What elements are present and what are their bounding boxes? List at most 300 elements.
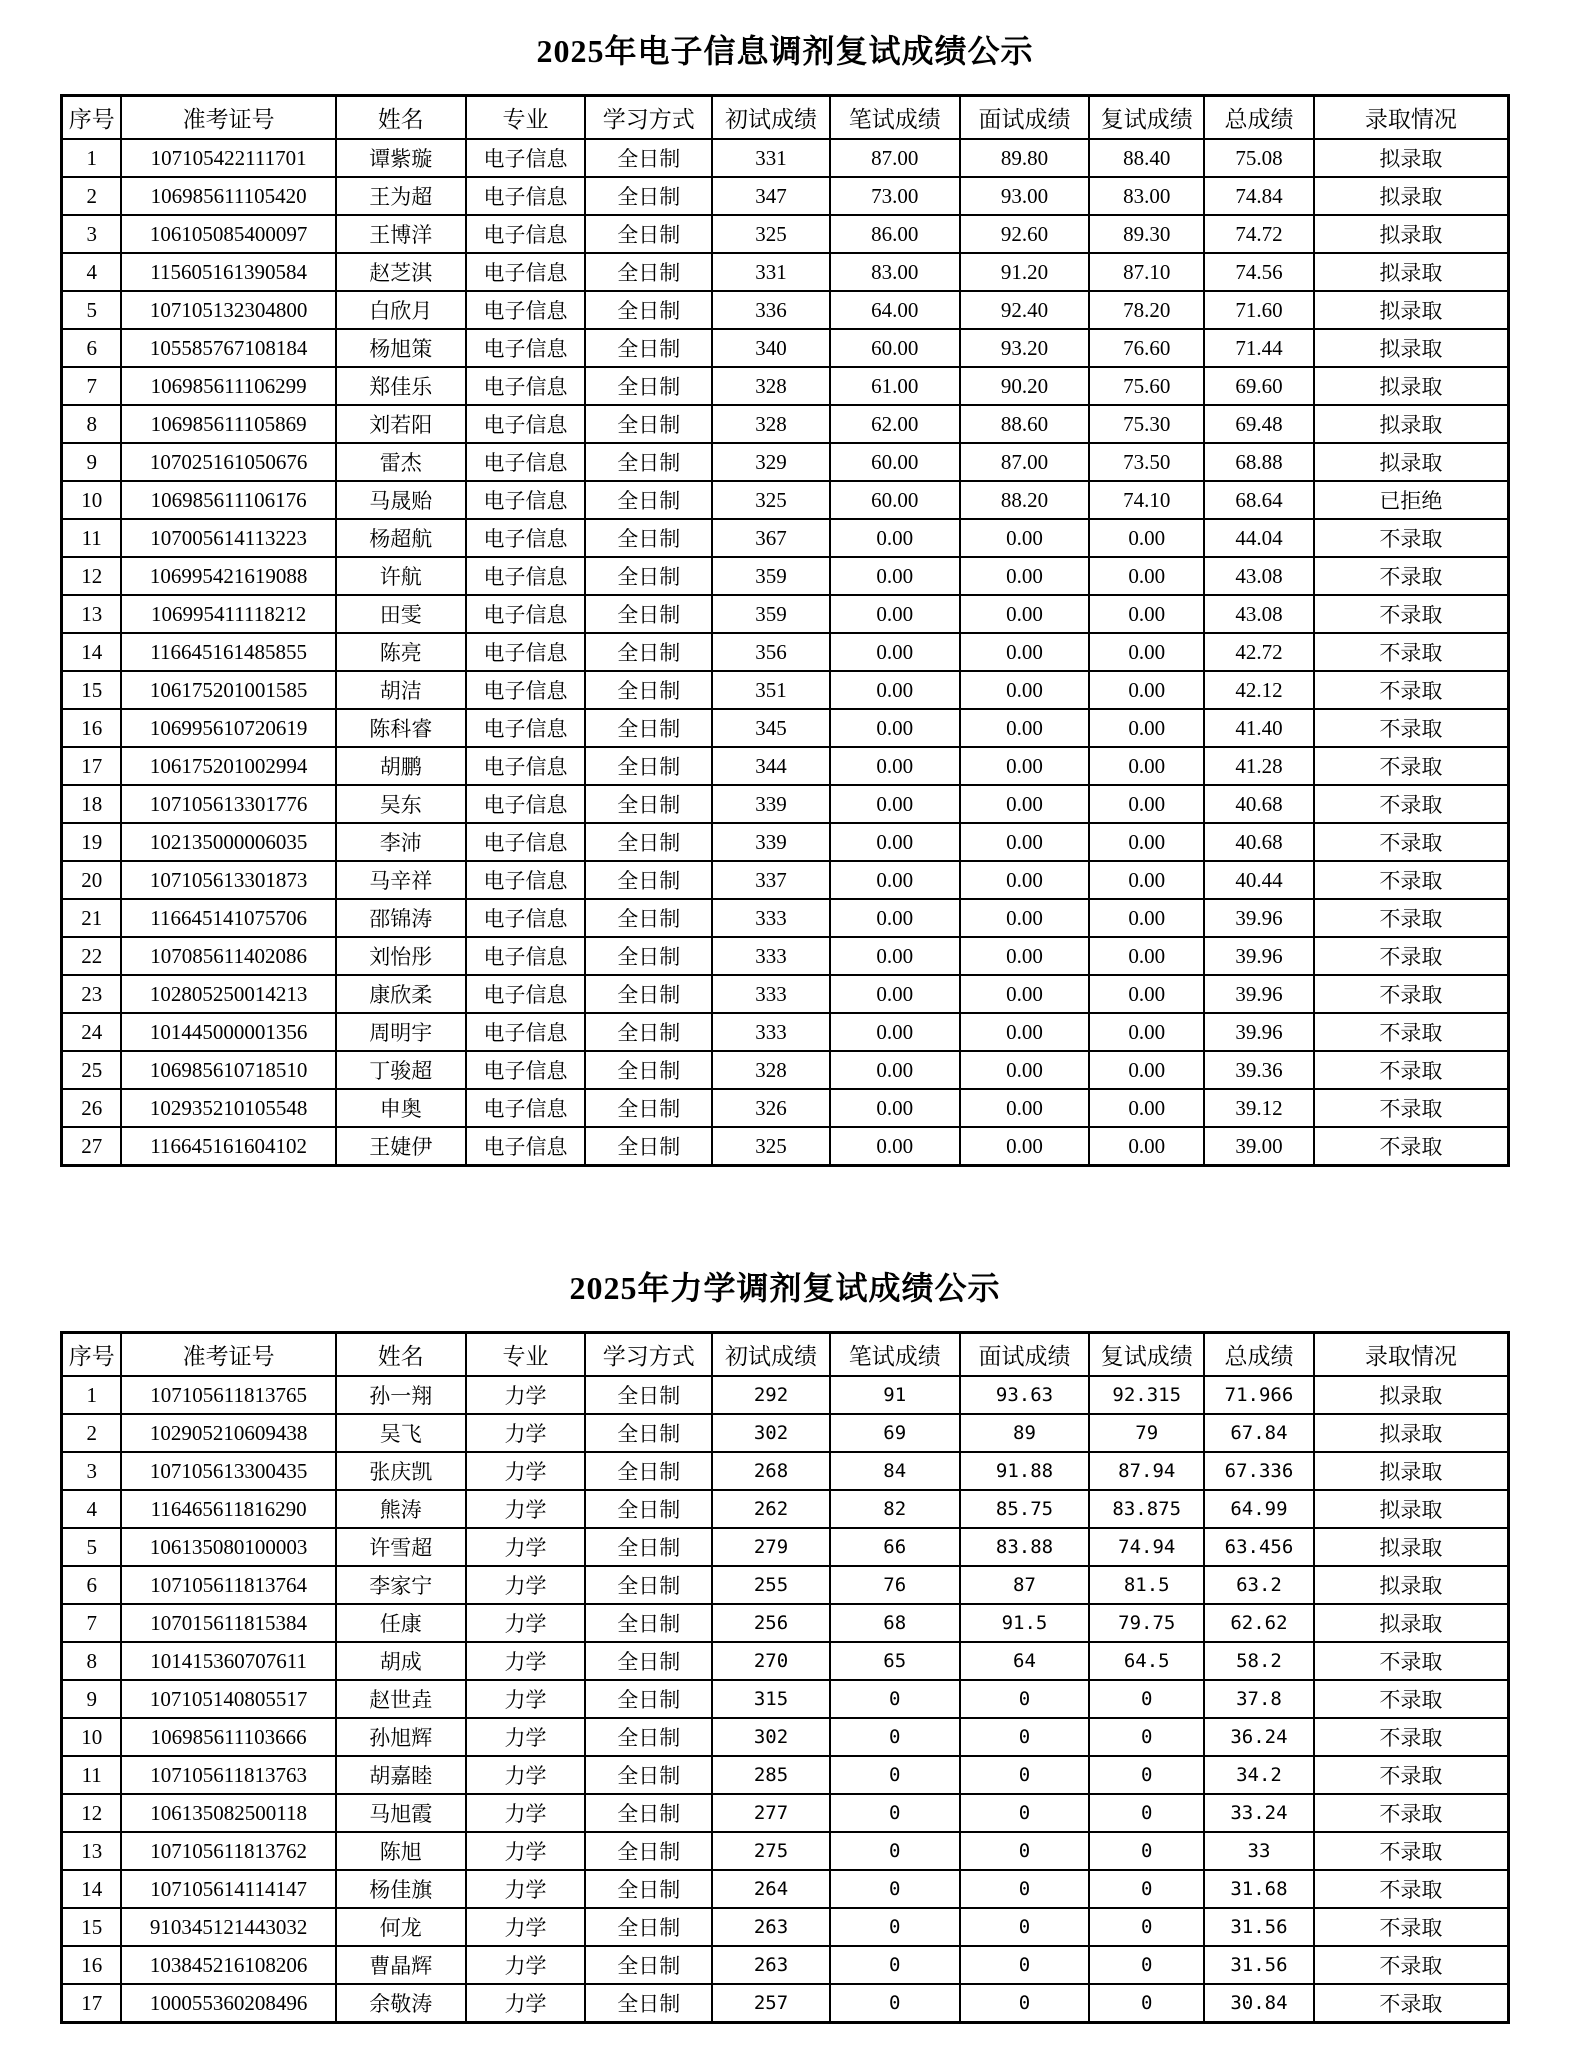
- cell: 全日制: [585, 481, 712, 519]
- cell: 270: [712, 1642, 830, 1680]
- cell: 0.00: [960, 975, 1090, 1013]
- cell: 力学: [466, 1604, 586, 1642]
- cell: 电子信息: [466, 291, 586, 329]
- cell: 全日制: [585, 1013, 712, 1051]
- cell: 31.68: [1204, 1870, 1314, 1908]
- cell: 89: [960, 1414, 1090, 1452]
- cell: 拟录取: [1314, 1566, 1509, 1604]
- cell: 力学: [466, 1376, 586, 1414]
- cell: 田雯: [336, 595, 466, 633]
- cell: 30.84: [1204, 1984, 1314, 2023]
- cell: 0.00: [830, 937, 960, 975]
- cell: 81.5: [1089, 1566, 1204, 1604]
- cell: 0.00: [830, 671, 960, 709]
- cell: 83.00: [1089, 177, 1204, 215]
- cell: 拟录取: [1314, 291, 1509, 329]
- cell: 43.08: [1204, 595, 1314, 633]
- cell: 87.94: [1089, 1452, 1204, 1490]
- cell: 不录取: [1314, 1642, 1509, 1680]
- cell: 328: [712, 367, 830, 405]
- cell: 雷杰: [336, 443, 466, 481]
- cell: 0: [960, 1794, 1090, 1832]
- cell: 339: [712, 785, 830, 823]
- cell: 力学: [466, 1414, 586, 1452]
- cell: 全日制: [585, 1127, 712, 1166]
- cell: 李沛: [336, 823, 466, 861]
- cell: 胡成: [336, 1642, 466, 1680]
- cell: 277: [712, 1794, 830, 1832]
- cell: 101445000001356: [121, 1013, 336, 1051]
- table-row: [62, 899, 1509, 937]
- cell: 0.00: [960, 1051, 1090, 1089]
- cell: 344: [712, 747, 830, 785]
- cell: 93.00: [960, 177, 1090, 215]
- cell: 0.00: [1089, 823, 1204, 861]
- cell: 107005614113223: [121, 519, 336, 557]
- column-header: 姓名: [336, 1333, 466, 1377]
- cell: 63.456: [1204, 1528, 1314, 1566]
- cell: 0.00: [830, 899, 960, 937]
- table-row: [62, 785, 1509, 823]
- cell: 43.08: [1204, 557, 1314, 595]
- cell: 0.00: [960, 861, 1090, 899]
- header-row: [62, 96, 1509, 140]
- cell: 电子信息: [466, 329, 586, 367]
- cell: 全日制: [585, 1051, 712, 1089]
- cell: 不录取: [1314, 975, 1509, 1013]
- cell: 74.72: [1204, 215, 1314, 253]
- cell: 0.00: [830, 595, 960, 633]
- cell: 电子信息: [466, 367, 586, 405]
- cell: 328: [712, 405, 830, 443]
- column-header: 总成绩: [1204, 96, 1314, 140]
- cell: 全日制: [585, 709, 712, 747]
- cell: 91: [830, 1376, 960, 1414]
- cell: 拟录取: [1314, 405, 1509, 443]
- cell: 83.00: [830, 253, 960, 291]
- cell: 谭紫璇: [336, 139, 466, 177]
- cell: 许雪超: [336, 1528, 466, 1566]
- cell: 电子信息: [466, 443, 586, 481]
- cell: 陈旭: [336, 1832, 466, 1870]
- cell: 0: [830, 1680, 960, 1718]
- cell: 不录取: [1314, 785, 1509, 823]
- cell: 63.2: [1204, 1566, 1314, 1604]
- cell: 40.44: [1204, 861, 1314, 899]
- cell: 87.00: [830, 139, 960, 177]
- cell: 全日制: [585, 253, 712, 291]
- table-row: [62, 1908, 1509, 1946]
- cell: 电子信息: [466, 557, 586, 595]
- cell: 杨旭策: [336, 329, 466, 367]
- cell: 60.00: [830, 481, 960, 519]
- cell: 106175201002994: [121, 747, 336, 785]
- cell: 71.44: [1204, 329, 1314, 367]
- cell: 电子信息: [466, 747, 586, 785]
- column-header: 学习方式: [585, 1333, 712, 1377]
- cell: 不录取: [1314, 1680, 1509, 1718]
- cell: 347: [712, 177, 830, 215]
- cell: 116645141075706: [121, 899, 336, 937]
- cell: 256: [712, 1604, 830, 1642]
- cell: 73.00: [830, 177, 960, 215]
- table-row: [62, 367, 1509, 405]
- cell: 0.00: [830, 823, 960, 861]
- cell: 全日制: [585, 177, 712, 215]
- cell: 张庆凯: [336, 1452, 466, 1490]
- cell: 王博洋: [336, 215, 466, 253]
- cell: 116645161604102: [121, 1127, 336, 1166]
- cell: 周明宇: [336, 1013, 466, 1051]
- cell: 电子信息: [466, 519, 586, 557]
- cell: 0.00: [960, 595, 1090, 633]
- table-row: [62, 1452, 1509, 1490]
- cell: 全日制: [585, 1528, 712, 1566]
- cell: 0.00: [960, 633, 1090, 671]
- cell: 熊涛: [336, 1490, 466, 1528]
- cell: 0.00: [830, 633, 960, 671]
- cell: 全日制: [585, 519, 712, 557]
- cell: 拟录取: [1314, 443, 1509, 481]
- cell: 13: [62, 595, 122, 633]
- cell: 全日制: [585, 405, 712, 443]
- cell: 90.20: [960, 367, 1090, 405]
- cell: 电子信息: [466, 1051, 586, 1089]
- cell: 107105132304800: [121, 291, 336, 329]
- cell: 8: [62, 405, 122, 443]
- cell: 电子信息: [466, 253, 586, 291]
- cell: 33.24: [1204, 1794, 1314, 1832]
- cell: 0: [1089, 1832, 1204, 1870]
- cell: 74.10: [1089, 481, 1204, 519]
- table-row: [62, 291, 1509, 329]
- table-row: [62, 405, 1509, 443]
- cell: 全日制: [585, 747, 712, 785]
- cell: 351: [712, 671, 830, 709]
- cell: 赵芝淇: [336, 253, 466, 291]
- cell: 9: [62, 1680, 122, 1718]
- cell: 0.00: [960, 519, 1090, 557]
- table-row: [62, 557, 1509, 595]
- cell: 333: [712, 975, 830, 1013]
- cell: 331: [712, 253, 830, 291]
- cell: 全日制: [585, 291, 712, 329]
- cell: 42.12: [1204, 671, 1314, 709]
- cell: 力学: [466, 1680, 586, 1718]
- cell: 292: [712, 1376, 830, 1414]
- cell: 0.00: [960, 747, 1090, 785]
- cell: 89.80: [960, 139, 1090, 177]
- cell: 106135082500118: [121, 1794, 336, 1832]
- cell: 5: [62, 291, 122, 329]
- cell: 279: [712, 1528, 830, 1566]
- cell: 83.875: [1089, 1490, 1204, 1528]
- cell: 107105140805517: [121, 1680, 336, 1718]
- document-sheet: [60, 0, 1510, 2024]
- cell: 86.00: [830, 215, 960, 253]
- cell: 1: [62, 139, 122, 177]
- column-header: 总成绩: [1204, 1333, 1314, 1377]
- cell: 刘若阳: [336, 405, 466, 443]
- cell: 107105613301776: [121, 785, 336, 823]
- cell: 66: [830, 1528, 960, 1566]
- cell: 83.88: [960, 1528, 1090, 1566]
- cell: 不录取: [1314, 671, 1509, 709]
- cell: 不录取: [1314, 937, 1509, 975]
- cell: 107105613300435: [121, 1452, 336, 1490]
- cell: 41.40: [1204, 709, 1314, 747]
- cell: 36.24: [1204, 1718, 1314, 1756]
- cell: 340: [712, 329, 830, 367]
- cell: 1: [62, 1376, 122, 1414]
- cell: 不录取: [1314, 709, 1509, 747]
- table1-title: 2025年电子信息调剂复试成绩公示: [536, 33, 1034, 69]
- cell: 0: [830, 1870, 960, 1908]
- table-row: [62, 1832, 1509, 1870]
- column-header: 初试成绩: [712, 96, 830, 140]
- cell: 何龙: [336, 1908, 466, 1946]
- cell: 2: [62, 177, 122, 215]
- cell: 106995411118212: [121, 595, 336, 633]
- column-header: 面试成绩: [960, 96, 1090, 140]
- cell: 0.00: [1089, 1127, 1204, 1166]
- cell: 0: [830, 1794, 960, 1832]
- cell: 0.00: [960, 899, 1090, 937]
- cell: 不录取: [1314, 861, 1509, 899]
- cell: 杨佳旗: [336, 1870, 466, 1908]
- cell: 不录取: [1314, 1051, 1509, 1089]
- cell: 100055360208496: [121, 1984, 336, 2023]
- cell: 68.64: [1204, 481, 1314, 519]
- cell: 64.5: [1089, 1642, 1204, 1680]
- cell: 6: [62, 1566, 122, 1604]
- cell: 全日制: [585, 1984, 712, 2023]
- cell: 39.36: [1204, 1051, 1314, 1089]
- cell: 40.68: [1204, 823, 1314, 861]
- cell: 0.00: [1089, 519, 1204, 557]
- cell: 337: [712, 861, 830, 899]
- cell: 102135000006035: [121, 823, 336, 861]
- cell: 31.56: [1204, 1908, 1314, 1946]
- table-row: [62, 481, 1509, 519]
- cell: 25: [62, 1051, 122, 1089]
- cell: 全日制: [585, 329, 712, 367]
- electronic-information-score-table: [60, 94, 1510, 1167]
- cell: 不录取: [1314, 1908, 1509, 1946]
- cell: 107105422111701: [121, 139, 336, 177]
- cell: 0.00: [960, 1127, 1090, 1166]
- cell: 116465611816290: [121, 1490, 336, 1528]
- column-header: 录取情况: [1314, 1333, 1509, 1377]
- cell: 电子信息: [466, 1013, 586, 1051]
- cell: 电子信息: [466, 861, 586, 899]
- cell: 0: [1089, 1680, 1204, 1718]
- cell: 胡鹏: [336, 747, 466, 785]
- cell: 全日制: [585, 785, 712, 823]
- table-row: [62, 1870, 1509, 1908]
- cell: 10: [62, 1718, 122, 1756]
- cell: 359: [712, 595, 830, 633]
- cell: 16: [62, 709, 122, 747]
- cell: 333: [712, 937, 830, 975]
- cell: 0.00: [1089, 709, 1204, 747]
- cell: 0.00: [1089, 557, 1204, 595]
- cell: 0: [1089, 1908, 1204, 1946]
- cell: 全日制: [585, 1908, 712, 1946]
- cell: 0: [960, 1908, 1090, 1946]
- cell: 26: [62, 1089, 122, 1127]
- cell: 21: [62, 899, 122, 937]
- cell: 马辛祥: [336, 861, 466, 899]
- cell: 106985611106299: [121, 367, 336, 405]
- cell: 0.00: [1089, 899, 1204, 937]
- cell: 102935210105548: [121, 1089, 336, 1127]
- cell: 88.60: [960, 405, 1090, 443]
- cell: 邵锦涛: [336, 899, 466, 937]
- cell: 82: [830, 1490, 960, 1528]
- cell: 拟录取: [1314, 139, 1509, 177]
- cell: 吴飞: [336, 1414, 466, 1452]
- table-row: [62, 937, 1509, 975]
- cell: 陈科睿: [336, 709, 466, 747]
- column-header: 专业: [466, 96, 586, 140]
- cell: 275: [712, 1832, 830, 1870]
- cell: 62.62: [1204, 1604, 1314, 1642]
- cell: 84: [830, 1452, 960, 1490]
- cell: 力学: [466, 1946, 586, 1984]
- cell: 全日制: [585, 1680, 712, 1718]
- cell: 60.00: [830, 443, 960, 481]
- column-header: 姓名: [336, 96, 466, 140]
- cell: 0: [960, 1946, 1090, 1984]
- cell: 75.08: [1204, 139, 1314, 177]
- column-header: 序号: [62, 1333, 122, 1377]
- cell: 263: [712, 1946, 830, 1984]
- cell: 0.00: [960, 823, 1090, 861]
- cell: 全日制: [585, 367, 712, 405]
- table2-title: 2025年力学调剂复试成绩公示: [569, 1270, 1001, 1306]
- cell: 电子信息: [466, 671, 586, 709]
- cell: 6: [62, 329, 122, 367]
- cell: 39.96: [1204, 899, 1314, 937]
- cell: 不录取: [1314, 1089, 1509, 1127]
- table-row: [62, 443, 1509, 481]
- cell: 白欣月: [336, 291, 466, 329]
- cell: 106985611105420: [121, 177, 336, 215]
- cell: 0.00: [830, 1127, 960, 1166]
- header-row: [62, 1333, 1509, 1377]
- cell: 曹晶辉: [336, 1946, 466, 1984]
- table-row: [62, 1604, 1509, 1642]
- cell: 马晟贻: [336, 481, 466, 519]
- cell: 73.50: [1089, 443, 1204, 481]
- cell: 105585767108184: [121, 329, 336, 367]
- cell: 331: [712, 139, 830, 177]
- table-row: [62, 671, 1509, 709]
- cell: 40.68: [1204, 785, 1314, 823]
- cell: 许航: [336, 557, 466, 595]
- cell: 76.60: [1089, 329, 1204, 367]
- cell: 107105611813763: [121, 1756, 336, 1794]
- cell: 58.2: [1204, 1642, 1314, 1680]
- cell: 力学: [466, 1718, 586, 1756]
- cell: 拟录取: [1314, 1604, 1509, 1642]
- cell: 10: [62, 481, 122, 519]
- cell: 全日制: [585, 1376, 712, 1414]
- cell: 0.00: [830, 1089, 960, 1127]
- cell: 68: [830, 1604, 960, 1642]
- cell: 电子信息: [466, 937, 586, 975]
- cell: 0: [960, 1832, 1090, 1870]
- cell: 不录取: [1314, 823, 1509, 861]
- column-header: 准考证号: [121, 96, 336, 140]
- cell: 325: [712, 1127, 830, 1166]
- cell: 0.00: [1089, 937, 1204, 975]
- cell: 302: [712, 1414, 830, 1452]
- cell: 拟录取: [1314, 1414, 1509, 1452]
- cell: 17: [62, 747, 122, 785]
- cell: 339: [712, 823, 830, 861]
- column-header: 准考证号: [121, 1333, 336, 1377]
- cell: 64.00: [830, 291, 960, 329]
- cell: 107105611813762: [121, 1832, 336, 1870]
- cell: 0.00: [1089, 1051, 1204, 1089]
- cell: 268: [712, 1452, 830, 1490]
- cell: 0: [1089, 1718, 1204, 1756]
- cell: 106995421619088: [121, 557, 336, 595]
- mechanics-score-table: [60, 1331, 1510, 2024]
- cell: 力学: [466, 1452, 586, 1490]
- table-row: [62, 1490, 1509, 1528]
- cell: 不录取: [1314, 1794, 1509, 1832]
- cell: 0.00: [830, 861, 960, 899]
- cell: 4: [62, 1490, 122, 1528]
- cell: 郑佳乐: [336, 367, 466, 405]
- cell: 全日制: [585, 1604, 712, 1642]
- cell: 全日制: [585, 139, 712, 177]
- cell: 电子信息: [466, 1089, 586, 1127]
- table-row: [62, 177, 1509, 215]
- cell: 106985610718510: [121, 1051, 336, 1089]
- cell: 103845216108206: [121, 1946, 336, 1984]
- cell: 不录取: [1314, 633, 1509, 671]
- cell: 106985611105869: [121, 405, 336, 443]
- cell: 37.8: [1204, 1680, 1314, 1718]
- cell: 0: [1089, 1870, 1204, 1908]
- cell: 王婕伊: [336, 1127, 466, 1166]
- cell: 333: [712, 1013, 830, 1051]
- cell: 0.00: [830, 975, 960, 1013]
- cell: 33: [1204, 1832, 1314, 1870]
- cell: 力学: [466, 1794, 586, 1832]
- cell: 88.40: [1089, 139, 1204, 177]
- table-row: [62, 519, 1509, 557]
- cell: 王为超: [336, 177, 466, 215]
- cell: 电子信息: [466, 595, 586, 633]
- cell: 41.28: [1204, 747, 1314, 785]
- cell: 胡洁: [336, 671, 466, 709]
- cell: 92.40: [960, 291, 1090, 329]
- cell: 91.5: [960, 1604, 1090, 1642]
- cell: 0.00: [830, 1051, 960, 1089]
- cell: 85.75: [960, 1490, 1090, 1528]
- cell: 拟录取: [1314, 367, 1509, 405]
- cell: 力学: [466, 1642, 586, 1680]
- cell: 全日制: [585, 1566, 712, 1604]
- cell: 8: [62, 1642, 122, 1680]
- cell: 325: [712, 215, 830, 253]
- cell: 15: [62, 671, 122, 709]
